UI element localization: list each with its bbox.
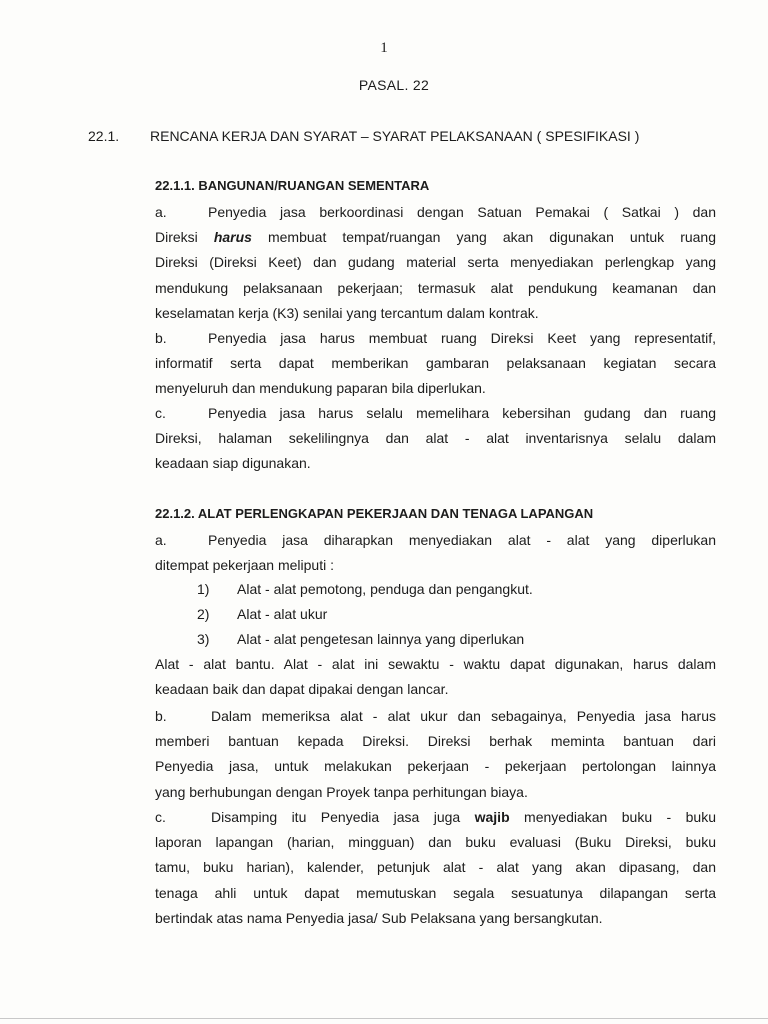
- text-line: informatif serta dapat memberikan gambaran pelaksanaan kegiatan secara: [155, 355, 716, 372]
- text-line: keadaan siap digunakan.: [155, 455, 311, 472]
- emphasis-harus: harus: [213, 229, 252, 246]
- list-item: [197, 606, 327, 622]
- text-line: bertindak atas nama Penyedia jasa/ Sub Pelaksana yang bersangkutan.: [155, 909, 603, 926]
- text-line: memberi bantuan kepada Direksi. Direksi berhak meminta bantuan dari: [155, 733, 716, 750]
- list-number: 3): [197, 631, 210, 647]
- list-item: [197, 581, 533, 597]
- list-text: Alat - alat pemotong, penduga dan pengangkut.: [237, 581, 533, 597]
- paragraph-22-1-2-a: [155, 528, 716, 578]
- text-line: laporan lapangan (harian, mingguan) dan buku evaluasi (Buku Direksi, buku: [155, 834, 716, 851]
- list-text: Alat - alat ukur: [237, 606, 328, 622]
- paragraph-22-1-1-a: [155, 200, 716, 326]
- pasal-heading: PASAL. 22: [358, 77, 430, 93]
- list-item: [197, 631, 524, 647]
- paragraph-22-1-2-tools: [155, 652, 716, 702]
- text-line: Penyedia jasa diharapkan menyediakan alat - alat yang diperlukan: [208, 532, 716, 548]
- text-line: Direksi, halaman sekelilingnya dan alat - alat inventarisnya selalu dalam: [155, 430, 716, 447]
- text-line: menyeluruh dan mendukung paparan bila diperlukan.: [155, 380, 486, 397]
- text-line: Penyedia jasa berkoordinasi dengan Satuan Pemakai ( Satkai ) dan: [208, 204, 716, 220]
- subsection-heading-22-1-1: 22.1.1. BANGUNAN/RUANGAN SEMENTARA: [155, 178, 430, 193]
- text-line: Penyedia jasa harus membuat ruang Direksi Keet yang representatif,: [208, 330, 716, 346]
- item-marker: a.: [155, 204, 167, 220]
- section-number: 22.1.: [88, 128, 120, 144]
- section-title: RENCANA KERJA DAN SYARAT – SYARAT PELAKSANAAN ( SPESIFIKASI ): [150, 128, 640, 144]
- text-line: menyediakan buku - buku: [509, 809, 716, 825]
- emphasis-wajib: wajib: [474, 809, 510, 825]
- text-line: Alat - alat bantu. Alat - alat ini sewaktu - waktu dapat digunakan, harus dalam: [155, 656, 716, 672]
- item-marker: c.: [155, 809, 166, 825]
- text-line: Penyedia jasa harus selalu memelihara kebersihan gudang dan ruang: [208, 405, 716, 421]
- text-line: membuat tempat/ruangan yang akan digunakan untuk ruang: [251, 229, 717, 246]
- text-line: tenaga ahli untuk dapat memutuskan segala sesuatunya dilapangan serta: [155, 884, 716, 901]
- list-number: 1): [197, 581, 210, 597]
- list-number: 2): [197, 606, 210, 622]
- item-marker: a.: [155, 532, 167, 548]
- text-line: Disamping itu Penyedia jasa juga: [211, 809, 475, 825]
- text-line: Dalam memeriksa alat - alat ukur dan sebagainya, Penyedia jasa harus: [211, 708, 716, 724]
- text-line: yang berhubungan dengan Proyek tanpa perhitungan biaya.: [155, 783, 528, 800]
- page-bottom-edge: [0, 1018, 768, 1019]
- paragraph-22-1-2-b: [155, 704, 716, 805]
- item-marker: b.: [155, 330, 167, 346]
- page-number: 1: [380, 40, 388, 56]
- subsection-heading-22-1-2: 22.1.2. ALAT PERLENGKAPAN PEKERJAAN DAN TENAGA LAPANGAN: [155, 506, 594, 521]
- text-line: tamu, buku harian), kalender, petunjuk alat - alat yang akan dipasang, dan: [155, 859, 716, 876]
- text-line: mendukung pelaksanaan pekerjaan; termasuk alat pendukung keamanan dan: [155, 279, 716, 296]
- paragraph-22-1-2-c: [155, 805, 716, 931]
- text-line: keadaan baik dan dapat dipakai dengan lancar.: [155, 681, 449, 698]
- text-line: Penyedia jasa, untuk melakukan pekerjaan - pekerjaan pertolongan lainnya: [155, 758, 716, 775]
- list-text: Alat - alat pengetesan lainnya yang diperlukan: [237, 631, 525, 647]
- text-line: ditempat pekerjaan meliputi :: [155, 557, 334, 574]
- paragraph-22-1-1-c: [155, 401, 716, 477]
- text-line: Direksi (Direksi Keet) dan gudang material serta menyediakan perlengkap yang: [155, 254, 716, 271]
- text-line: keselamatan kerja (K3) senilai yang tercantum dalam kontrak.: [155, 304, 539, 321]
- item-marker: c.: [155, 405, 166, 421]
- paragraph-22-1-1-b: [155, 326, 716, 402]
- text-line: Direksi: [155, 229, 214, 246]
- item-marker: b.: [155, 708, 167, 724]
